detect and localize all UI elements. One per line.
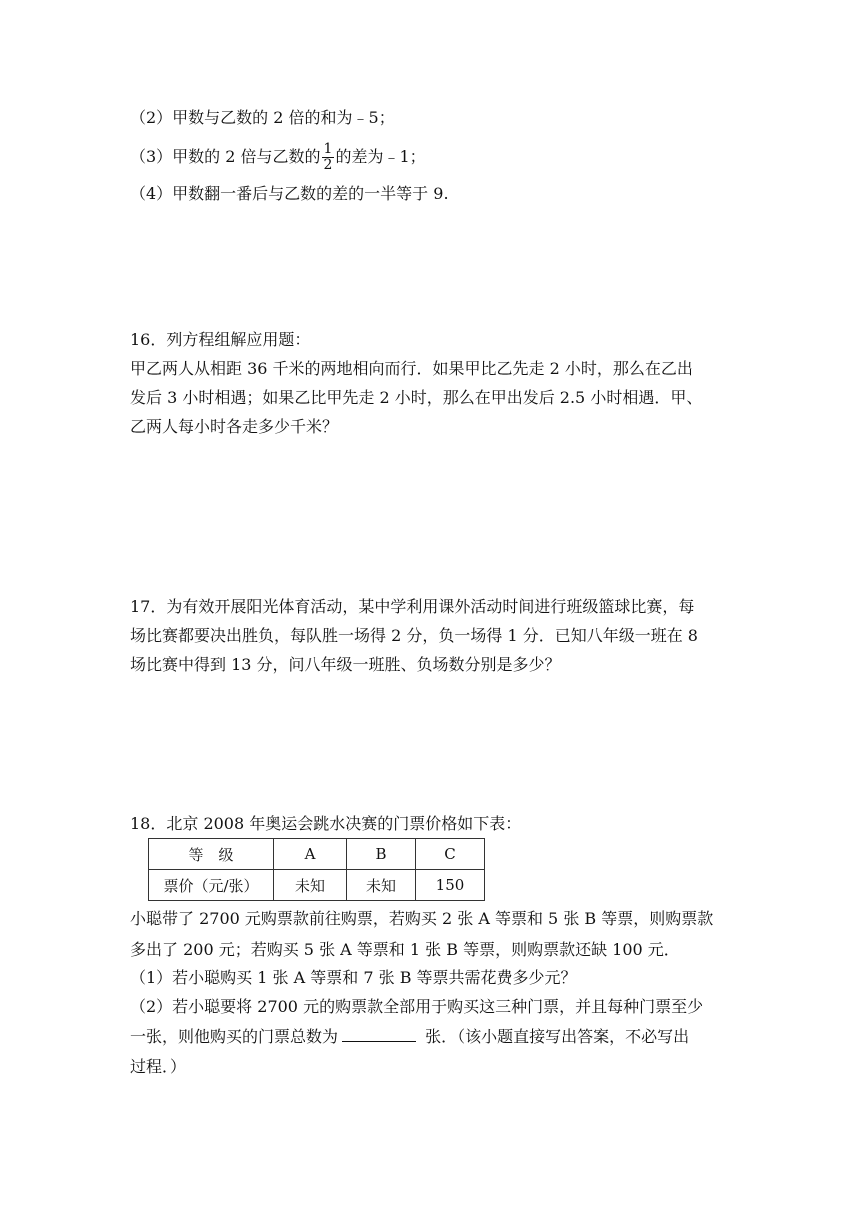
fraction-one-half — [322, 142, 335, 173]
table-cell: B — [347, 839, 416, 870]
answer-blank — [342, 1025, 416, 1042]
q18-blank-suffix: 张．（该小题直接写出答案，不必写出 — [420, 1027, 690, 1046]
q18-line-6: 过程．） — [130, 1057, 187, 1076]
q16-line-1: 甲乙两人从相距 36 千米的两地相向而行．如果甲比乙先走 2 小时，那么在乙出 — [130, 359, 693, 378]
table-cell: C — [416, 839, 485, 870]
q15-item-2: （2）甲数与乙数的 2 倍的和为﹣5； — [130, 108, 395, 127]
table-cell: A — [274, 839, 347, 870]
table-cell: 等 级 — [149, 839, 274, 870]
q15-item-4: （4）甲数翻一番后与乙数的差的一半等于 9. — [130, 184, 449, 203]
q15-item-3-prefix: （3）甲数的 2 倍与乙数的 — [130, 147, 321, 166]
q15-item-3 — [130, 142, 426, 173]
q15-item-3-suffix: 的差为﹣1； — [335, 147, 426, 166]
q16-line-2: 发后 3 小时相遇；如果乙比甲先走 2 小时，那么在甲出发后 2.5 小时相遇．甲、 — [130, 388, 703, 407]
fraction-denominator: 2 — [323, 157, 333, 173]
table-cell: 未知 — [274, 870, 347, 901]
table-cell: 票价（元/张） — [149, 870, 274, 901]
q17-line-1: 17．为有效开展阳光体育活动，某中学利用课外活动时间进行班级篮球比赛，每 — [130, 597, 695, 616]
q17-line-3: 场比赛中得到 13 分，问八年级一班胜、负场数分别是多少？ — [130, 655, 561, 674]
q18-line-2: 多出了 200 元；若购买 5 张 A 等票和 1 张 B 等票，则购票款还缺 100 元． — [130, 940, 680, 959]
q16-line-3: 乙两人每小时各走多少千米？ — [130, 417, 339, 436]
fraction-numerator: 1 — [323, 141, 333, 157]
ticket-price-table — [148, 838, 485, 901]
q18-line-4: （2）若小聪要将 2700 元的购票款全部用于购买这三种门票，并且每种门票至少 — [130, 997, 704, 1016]
q16-title: 16．列方程组解应用题： — [130, 330, 311, 349]
q18-line-1: 小聪带了 2700 元购票款前往购票，若购买 2 张 A 等票和 5 张 B 等票，则购票款 — [130, 909, 714, 928]
table-header-row — [149, 839, 485, 870]
q18-line-5 — [130, 1025, 689, 1049]
q18-blank-prefix: 一张，则他购买的门票总数为 — [130, 1027, 339, 1046]
q17-line-2: 场比赛都要决出胜负，每队胜一场得 2 分，负一场得 1 分．已知八年级一班在 8 — [130, 626, 698, 645]
table-cell: 未知 — [347, 870, 416, 901]
table-row — [149, 870, 485, 901]
q18-line-3: （1）若小聪购买 1 张 A 等票和 7 张 B 等票共需花费多少元？ — [130, 968, 577, 987]
q18-title: 18．北京 2008 年奥运会跳水决赛的门票价格如下表： — [130, 814, 522, 833]
table-cell: 150 — [416, 870, 485, 901]
